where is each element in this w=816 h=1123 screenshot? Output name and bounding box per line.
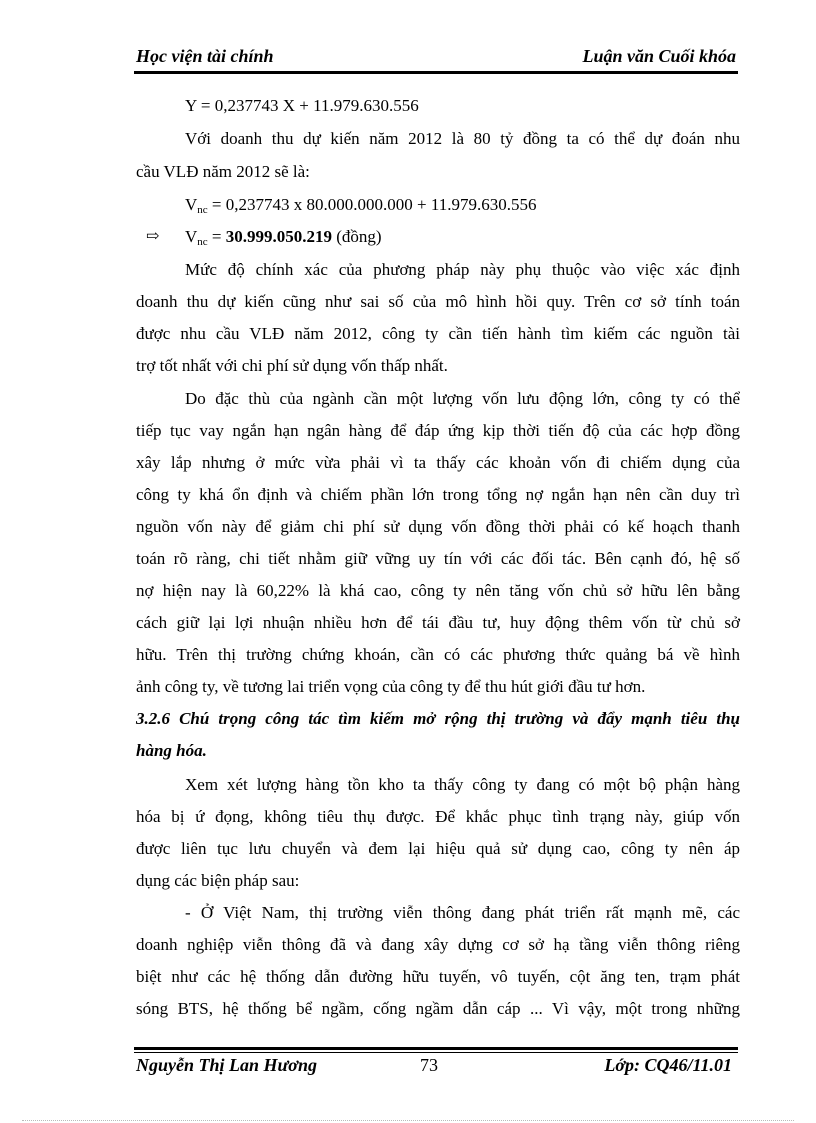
footer-class: Lớp: CQ46/11.01 (604, 1055, 732, 1075)
para4-line: dụng các biện pháp sau: (136, 871, 300, 890)
para3-line: nợ hiện nay là 60,22% là khá cao, công ty nên tăng vốn chủ sở hữu lên bằng (136, 581, 740, 600)
page-edge (22, 1120, 794, 1121)
footer-rule (134, 1047, 738, 1050)
para2-line: được nhu cầu VLĐ năm 2012, công ty cần tiến hành tìm kiếm các nguồn tài (136, 324, 740, 343)
formula-eq: = (207, 227, 226, 246)
formula-result-value: 30.999.050.219 (225, 227, 333, 246)
formula-sub: nc (197, 204, 208, 216)
header-doc-type: Luận văn Cuối khóa (582, 46, 736, 66)
formula-regression: Y = 0,237743 X + 11.979.630.556 (185, 96, 419, 115)
para3-line: nguồn vốn này để giảm chi phí sử dụng vốn đồng thời phải có kế hoạch thanh (136, 517, 740, 536)
footer-rule-thin (134, 1052, 738, 1053)
para2-line: trợ tốt nhất với chi phí sử dụng vốn thấp nhất. (136, 356, 448, 375)
para1-line: Với doanh thu dự kiến năm 2012 là 80 tỷ đồng ta có thể dự đoán nhu (185, 129, 740, 148)
formula-v: V (185, 227, 198, 246)
para1-line: cầu VLĐ năm 2012 sẽ là: (136, 162, 310, 181)
para2-line: doanh thu dự kiến cũng như sai số của mô hình hồi quy. Trên cơ sở tính toán (136, 292, 740, 311)
formula-sub: nc (197, 236, 208, 248)
header-rule (134, 71, 738, 74)
para3-line: xây lắp nhưng ở mức vừa phải vì ta thấy các khoản vốn đi chiếm dụng của (136, 453, 740, 472)
para3-line: toán rõ ràng, chi tiết nhằm giữ vững uy tín với các đối tác. Bên cạnh đó, hệ số (136, 549, 740, 568)
para5-line: - Ở Việt Nam, thị trường viễn thông đang phát triển rất mạnh mẽ, các (185, 903, 740, 922)
para4-line: hóa bị ứ đọng, không tiêu thụ được. Để khắc phục tình trạng này, giúp vốn (136, 807, 740, 826)
para3-line: Do đặc thù của ngành cần một lượng vốn lưu động lớn, công ty có thể (185, 389, 740, 408)
para5-line: biệt như các hệ thống dẫn đường hữu tuyến, vô tuyến, cột ăng ten, trạm phát (136, 967, 740, 986)
para3-line: tiếp tục vay ngắn hạn ngân hàng để đáp ứng kịp thời tiến độ của các hợp đồng (136, 421, 740, 440)
formula-vnc-result (185, 226, 382, 248)
para4-line: Xem xét lượng hàng tồn kho ta thấy công ty đang có một bộ phận hàng (185, 775, 740, 794)
formula-expr: = 0,237743 x 80.000.000.000 + 11.979.630.556 (207, 195, 537, 214)
footer-author: Nguyễn Thị Lan Hương (136, 1055, 317, 1075)
formula-v: V (185, 195, 198, 214)
formula-unit: (đồng) (332, 227, 382, 246)
page-number: 73 (420, 1055, 438, 1075)
para5-line: doanh nghiệp viễn thông đã và đang xây dựng cơ sở hạ tầng viễn thông riêng (136, 935, 740, 954)
para3-line: công ty khá ổn định và chiếm phần lớn trong tổng nợ ngắn hạn nên cần duy trì (136, 485, 740, 504)
section-heading: hàng hóa. (136, 741, 207, 760)
para3-line: ảnh công ty, về tương lai triển vọng của công ty để thu hút giới đầu tư hơn. (136, 677, 646, 696)
section-heading: 3.2.6 Chú trọng công tác tìm kiếm mở rộng thị trường và đẩy mạnh tiêu thụ (136, 709, 740, 728)
implies-arrow-icon: ⇨ (146, 228, 160, 245)
para3-line: hữu. Trên thị trường chứng khoán, cần có các phương thức quảng bá về hình (136, 645, 740, 664)
para5-line: sóng BTS, hệ thống bể ngầm, cống ngầm dẫn cáp ... Vì vậy, một trong những (136, 999, 740, 1018)
para3-line: cách giữ lại lợi nhuận nhiều hơn để tái đầu tư, huy động thêm vốn từ chủ sở (136, 613, 740, 632)
header-institution: Học viện tài chính (136, 46, 274, 66)
formula-vnc-calc (185, 194, 536, 216)
para4-line: được liên tục lưu chuyển và đem lại hiệu quả sử dụng cao, công ty nên áp (136, 839, 740, 858)
para2-line: Mức độ chính xác của phương pháp này phụ thuộc vào việc xác định (185, 260, 740, 279)
